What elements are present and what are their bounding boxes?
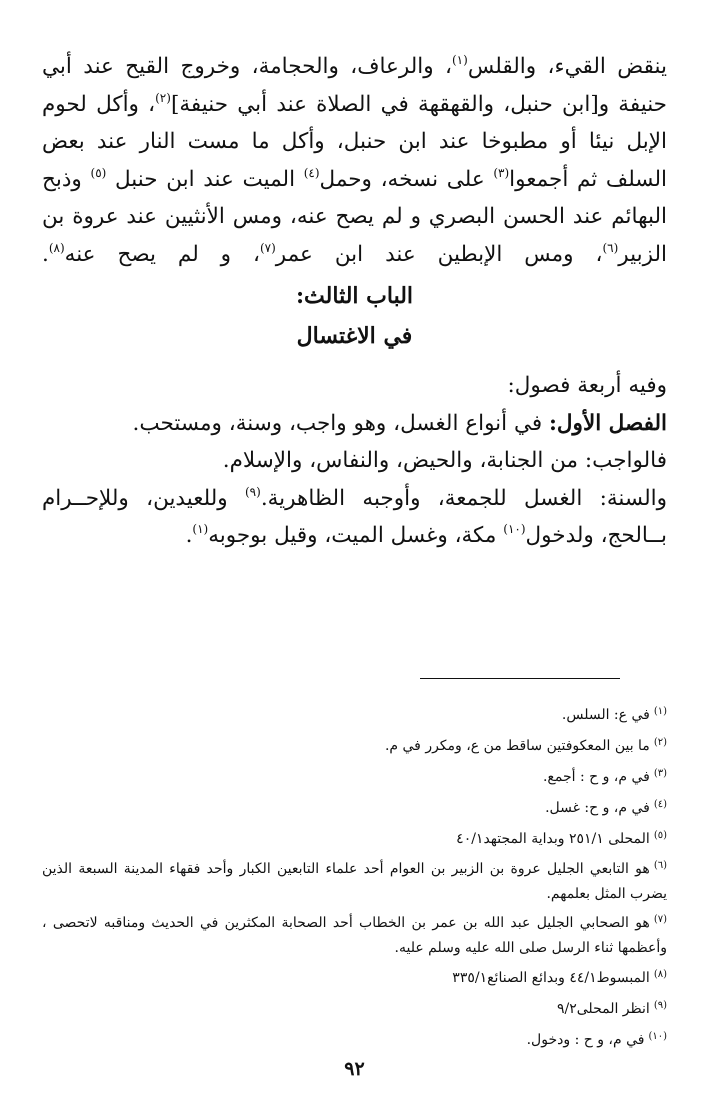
footnote-ref: (٧): [259, 240, 276, 255]
chapter-subheading: في الاغتسال: [296, 323, 413, 349]
obligatory-paragraph: فالواجب: من الجنابة، والحيض، والنفاس، والإسلام.: [222, 448, 667, 473]
intro-line: وفيه أربعة فصول:: [507, 373, 667, 398]
footnotes: [42, 698, 667, 1054]
paragraph-nullifiers: ينقض القيء، والقلس$^{(١)}$، والرعاف، والحجامة، وخروج القيح عند أبي حنيفة و[ابن حنبل، والقهقهة في الصلاة عند أبي حنيفة]$^{(٢)}$، وأكل لحوم الإبل نيئا أو مطبوخا عند ابن حنبل، وأكل ما مست النار عند بعض السلف ثم أجمعوا$^{(٣)}$ على نسخه، وحمل$^{(٤)}$ الميت عند ابن حنبل $^{(٥)}$ وذبح البهائم عند الحسن البصري و لم يصح عنه، ومس الأنثيين عند عروة بن الزبير$^{(٦)}$، ومس الإبطين عند ابن عمر$^{(٧)}$، و لم يصح عنه$^{(٨)}$.: [42, 53, 668, 267]
sunna-paragraph: والسنة: الغسل للجمعة، وأوجبه الظاهرية.$^{(٩)}$ وللعيدين، وللإحــرام بــالحج، ولدخول$^{(١٠)}$ مكة، وغسل الميت، وقيل بوجوبه$^{(١)}$.: [42, 484, 668, 548]
main-text: [42, 48, 667, 555]
document-page: [42, 48, 667, 1088]
footnote: $^{(١)}$في ع: السلس.: [561, 706, 667, 723]
footnote-ref: (٣): [493, 165, 510, 180]
footnote: $^{(١٠)}$في م، و ح : ودخول.: [526, 1031, 667, 1048]
footnote-ref: (٨): [48, 240, 65, 255]
footnote-ref: (٦): [602, 240, 619, 255]
footnote-ref: (١): [451, 53, 468, 67]
footnote: $^{(٨)}$المبسوط٤٤/١ وبدائع الصنائع٣٣٥/١: [452, 969, 667, 986]
footnote-ref: (٢): [155, 90, 171, 105]
footnote-ref: (١٠): [503, 522, 526, 536]
footnote: $^{(٢)}$ما بين المعكوفتين ساقط من ع، ومكرر في م.: [384, 737, 667, 754]
footnote: $^{(٧)}$هو الصحابي الجليل عبد الله بن عمر بن الخطاب أحد الصحابة المكثرين في الحديث ومناقبه لاتحصى ، وأعظمها ثناء الرسل صلى الله عليه وسلم عليه.: [42, 914, 667, 956]
footnote-ref: (٤): [303, 165, 320, 180]
footnote: $^{(٦)}$هو التابعي الجليل عروة بن الزبير بن العوام أحد علماء التابعين الكبار وأحد فقهاء المدينة السبعة الذين يضرب المثل بعلمهم.: [42, 860, 667, 902]
chapter-heading: الباب الثالث:: [295, 283, 414, 309]
footnote: $^{(٥)}$المحلى ٢٥١/١ وبداية المجتهد٤٠/١: [456, 830, 667, 847]
footnote-divider: [420, 678, 620, 679]
page-number: ٩٢: [344, 1058, 365, 1080]
footnote: $^{(٤)}$في م، و ح: غسل.: [545, 799, 667, 816]
footnote-ref: (١): [192, 522, 209, 536]
footnote-ref: (٥): [90, 165, 107, 180]
footnote: $^{(٣)}$في م، و ح : أجمع.: [542, 768, 667, 785]
section-one-paragraph: الفصل الأول: في أنواع الغسل، وهو واجب، وسنة، ومستحب.: [132, 410, 667, 436]
footnote-ref: (٩): [244, 484, 261, 499]
section-label: الفصل الأول:: [549, 410, 667, 436]
footnote: $^{(٩)}$انظر المحلى٩/٢: [557, 1000, 667, 1017]
